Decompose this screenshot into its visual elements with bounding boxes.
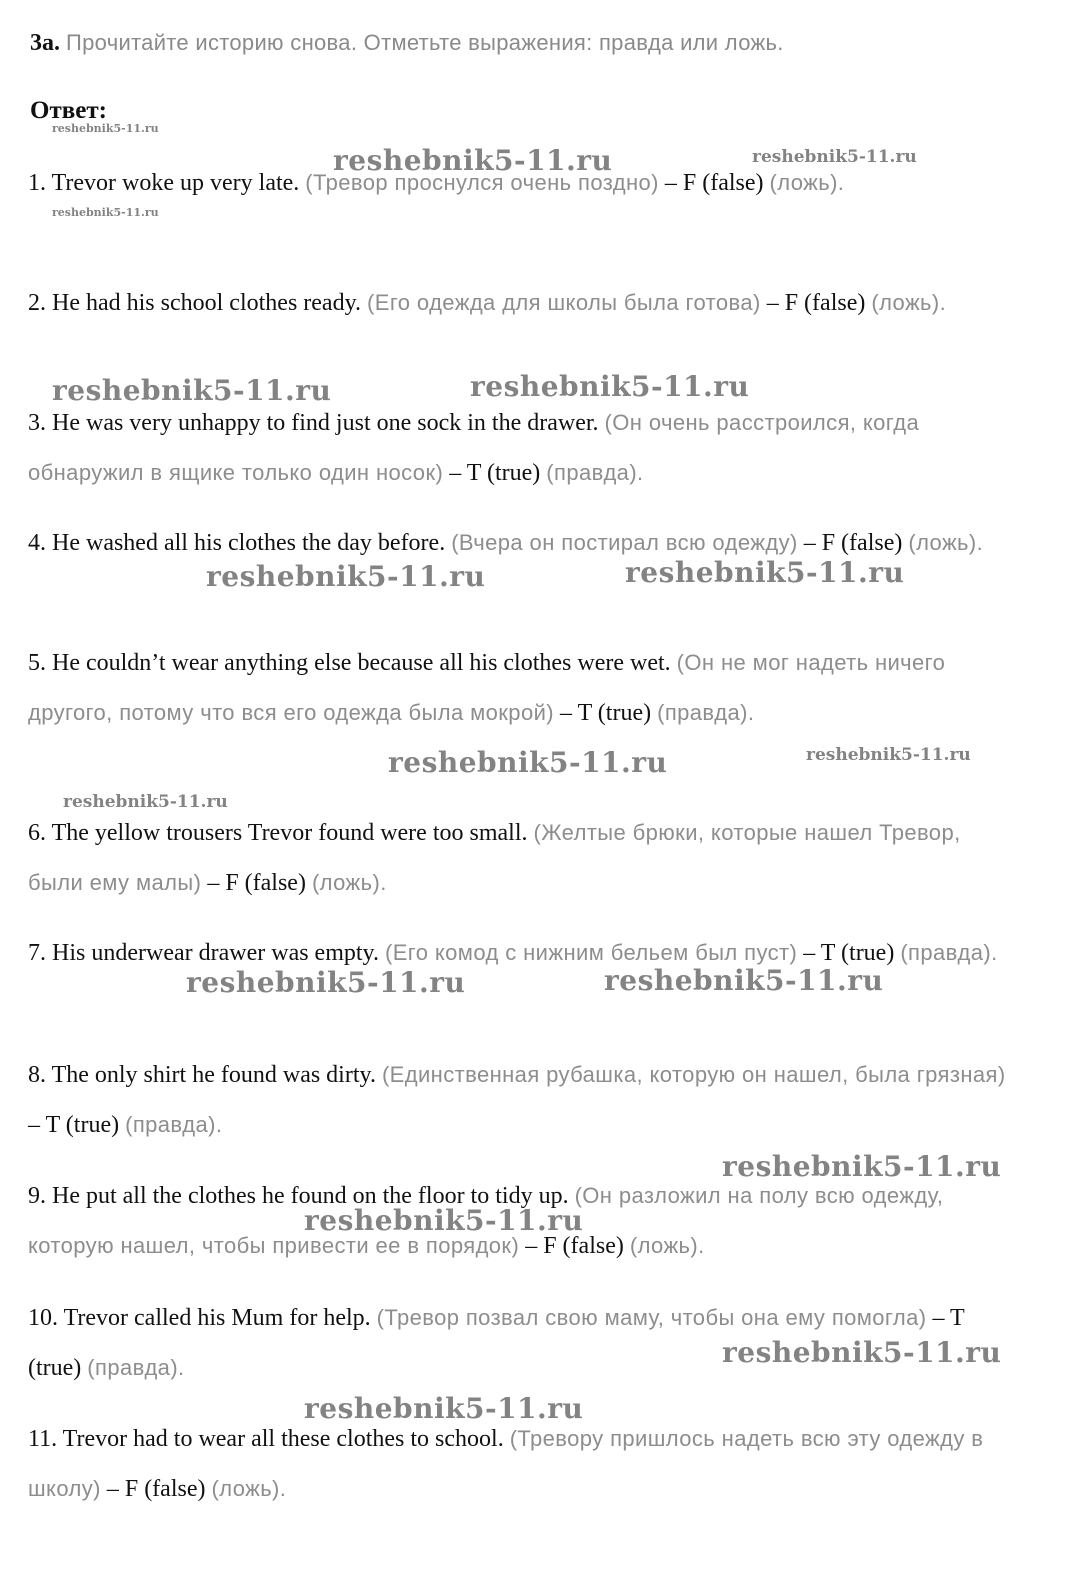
statement: 1. Trevor woke up very late. bbox=[28, 170, 300, 196]
watermark: reshebnik5-11.ru bbox=[206, 560, 486, 593]
statement: 3. He was very unhappy to find just one sock in the drawer. bbox=[28, 410, 599, 436]
verdict: – F (false) bbox=[207, 870, 306, 896]
translation: (Вчера он постирал всю одежду) bbox=[451, 530, 798, 555]
statement: 7. His underwear drawer was empty. bbox=[28, 940, 379, 966]
translation: (Он очень расстроился, когда обнаружил в ящике только один носок) bbox=[28, 410, 920, 485]
watermark: reshebnik5-11.ru bbox=[388, 746, 668, 779]
verdict-translation: (ложь). bbox=[629, 1233, 705, 1258]
statement: 8. The only shirt he found was dirty. bbox=[28, 1062, 376, 1088]
watermark: reshebnik5-11.ru bbox=[52, 122, 159, 135]
watermark: reshebnik5-11.ru bbox=[186, 966, 466, 999]
verdict: – F (false) bbox=[525, 1233, 624, 1259]
verdict-translation: (правда). bbox=[125, 1112, 223, 1137]
watermark: reshebnik5-11.ru bbox=[625, 556, 905, 589]
verdict: – F (false) bbox=[803, 530, 903, 556]
task-text: Прочитайте историю снова. Отметьте выражения: правда или ложь. bbox=[66, 30, 784, 55]
translation: (Он не мог надеть ничего другого, потому что вся его одежда была мокрой) bbox=[28, 650, 946, 725]
statement: 5. He couldn’t wear anything else because all his clothes were wet. bbox=[28, 650, 671, 676]
translation: (Его одежда для школы была готова) bbox=[367, 290, 761, 315]
verdict-translation: (правда). bbox=[900, 940, 998, 965]
verdict: – F (false) bbox=[664, 170, 764, 196]
answer-item-8 bbox=[28, 1050, 1013, 1150]
watermark: reshebnik5-11.ru bbox=[722, 1150, 1002, 1183]
task-instruction bbox=[30, 26, 1030, 60]
statement: 11. Trevor had to wear all these clothes to school. bbox=[28, 1426, 504, 1452]
verdict-translation: (ложь). bbox=[908, 530, 984, 555]
answer-item-2 bbox=[28, 278, 1013, 328]
statement: 4. He washed all his clothes the day before. bbox=[28, 530, 446, 556]
verdict-translation: (правда). bbox=[87, 1355, 185, 1380]
watermark: reshebnik5-11.ru bbox=[63, 792, 228, 812]
watermark: reshebnik5-11.ru bbox=[333, 144, 613, 177]
watermark: reshebnik5-11.ru bbox=[752, 147, 917, 167]
answer-item-6 bbox=[28, 808, 1013, 908]
watermark: reshebnik5-11.ru bbox=[604, 964, 884, 997]
translation: (Тревору пришлось надеть всю эту одежду в школу) bbox=[28, 1426, 984, 1501]
verdict: – T (true) bbox=[560, 700, 652, 726]
answer-item-11 bbox=[28, 1414, 1013, 1514]
translation: (Тревор позвал свою маму, чтобы она ему помогла) bbox=[376, 1305, 927, 1330]
answer-heading: Ответ: bbox=[30, 97, 107, 124]
watermark: reshebnik5-11.ru bbox=[52, 206, 159, 219]
translation: (Он разложил на полу всю одежду, которую нашел, чтобы привести ее в порядок) bbox=[28, 1183, 944, 1258]
statement: 10. Trevor called his Mum for help. bbox=[28, 1305, 371, 1331]
translation: (Единственная рубашка, которую он нашел, была грязная) bbox=[381, 1062, 1006, 1087]
watermark: reshebnik5-11.ru bbox=[304, 1204, 584, 1237]
verdict: – T (true) bbox=[28, 1305, 965, 1381]
verdict-translation: (ложь). bbox=[769, 170, 845, 195]
statement: 2. He had his school clothes ready. bbox=[28, 290, 362, 316]
translation: (Желтые брюки, которые нашел Тревор, были ему малы) bbox=[28, 820, 961, 895]
task-number: 3a. bbox=[30, 30, 60, 56]
answer-item-3 bbox=[28, 398, 1013, 498]
verdict: – F (false) bbox=[106, 1476, 206, 1502]
verdict: – F (false) bbox=[766, 290, 866, 316]
watermark: reshebnik5-11.ru bbox=[52, 374, 332, 407]
verdict-translation: (ложь). bbox=[211, 1476, 287, 1501]
answer-item-5 bbox=[28, 638, 1013, 738]
watermark: reshebnik5-11.ru bbox=[304, 1392, 584, 1425]
verdict-translation: (ложь). bbox=[871, 290, 947, 315]
verdict: – T (true) bbox=[449, 460, 541, 486]
watermark: reshebnik5-11.ru bbox=[722, 1336, 1002, 1369]
verdict: – T (true) bbox=[803, 940, 895, 966]
verdict-translation: (правда). bbox=[657, 700, 755, 725]
statement: 6. The yellow trousers Trevor found were too small. bbox=[28, 820, 528, 846]
verdict: – T (true) bbox=[28, 1112, 120, 1138]
verdict-translation: (правда). bbox=[546, 460, 644, 485]
watermark: reshebnik5-11.ru bbox=[806, 745, 971, 765]
watermark: reshebnik5-11.ru bbox=[470, 370, 750, 403]
verdict-translation: (ложь). bbox=[311, 870, 387, 895]
translation: (Его комод с нижним бельем был пуст) bbox=[385, 940, 798, 965]
statement: 9. He put all the clothes he found on the floor to tidy up. bbox=[28, 1183, 569, 1209]
translation: (Тревор проснулся очень поздно) bbox=[305, 170, 659, 195]
